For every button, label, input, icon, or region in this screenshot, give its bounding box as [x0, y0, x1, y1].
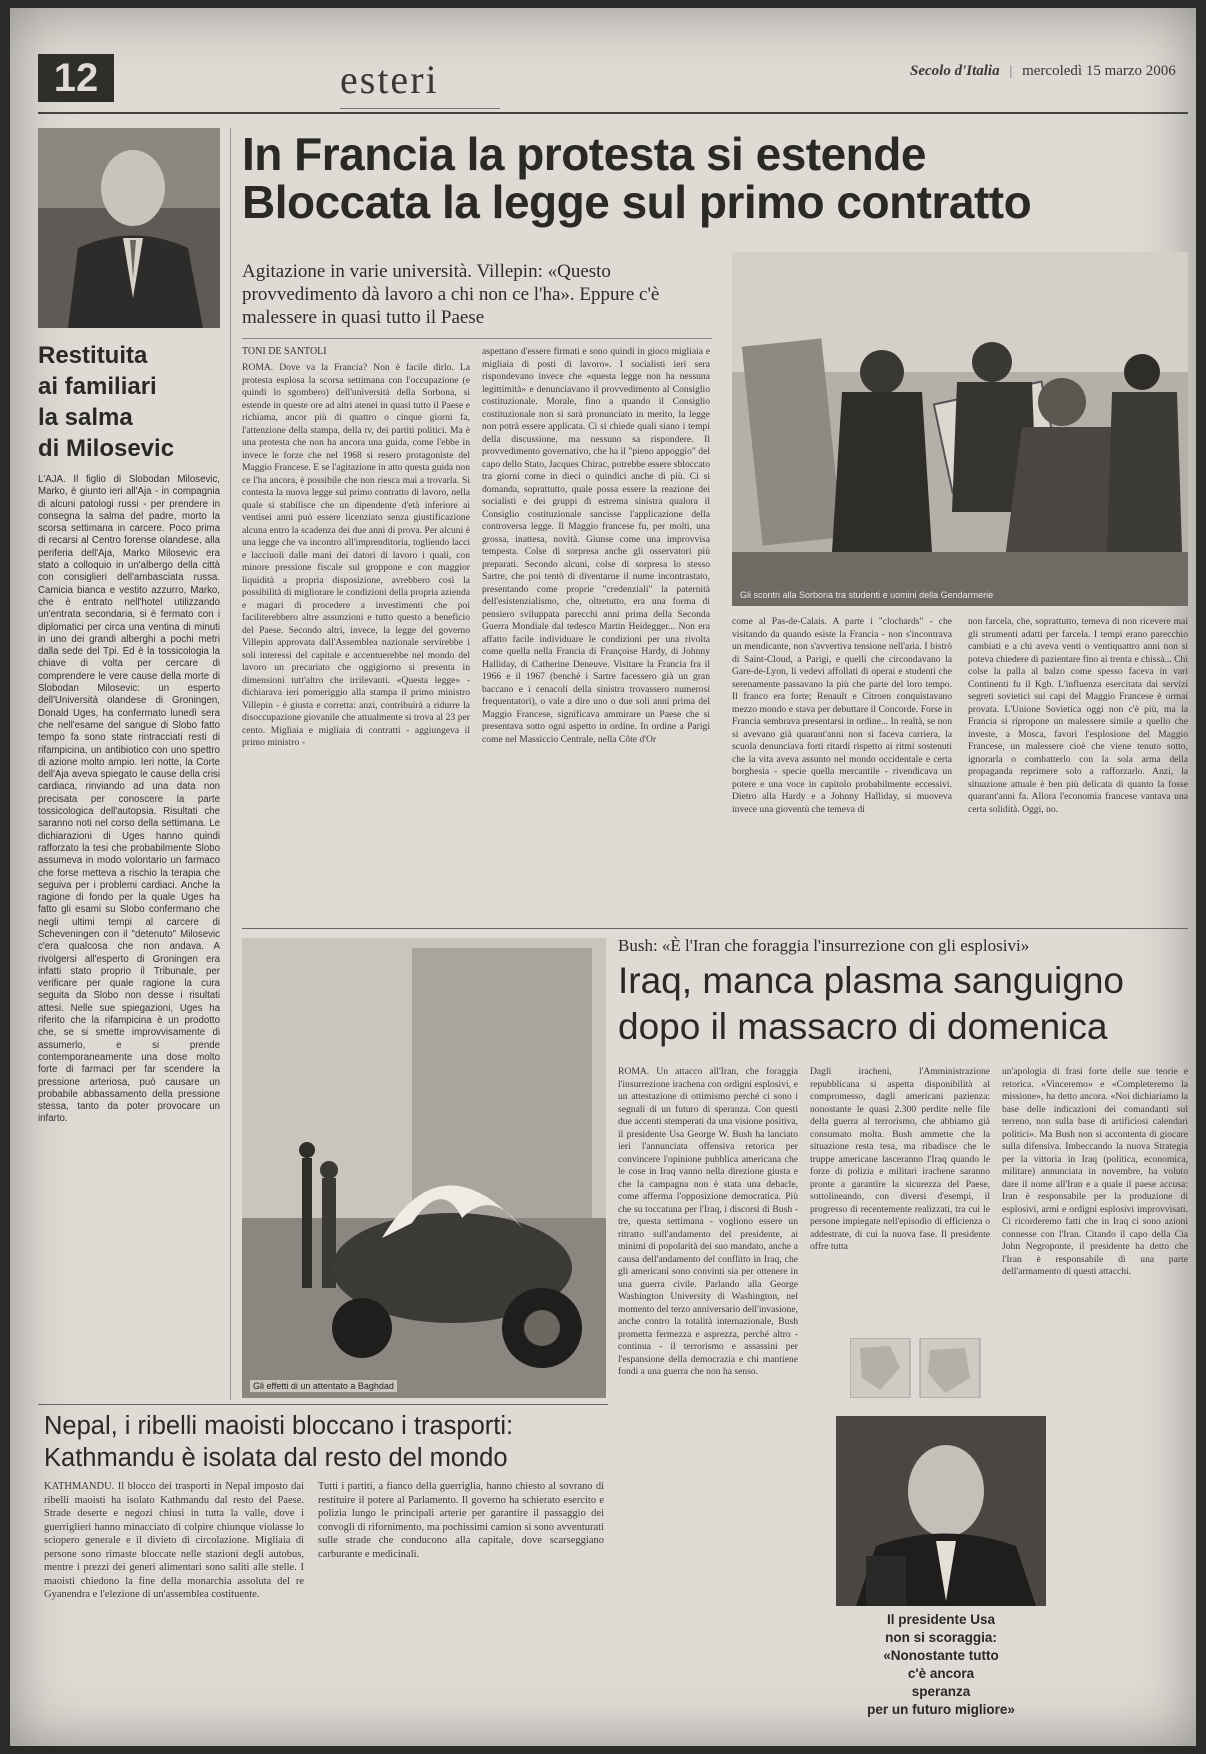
milosevic-headline-line: di Milosevic	[38, 435, 175, 462]
newspaper-name: Secolo d'Italia	[910, 63, 1000, 79]
bush-caption-line: «Nonostante tutto	[883, 1648, 999, 1663]
iraq-kicker: Bush: «È l'Iran che foraggia l'insurrezione con gli esplosivi»	[618, 936, 1030, 955]
baghdad-photo-caption: Gli effetti di un attentato a Baghdad	[250, 1380, 397, 1392]
subhead-rule	[242, 338, 712, 339]
iraq-headline	[618, 958, 1188, 1050]
milosevic-photo	[38, 128, 220, 328]
nepal-top-rule	[38, 1404, 608, 1405]
france-column-2: aspettano d'essere firmati e sono quindi in gioco migliaia e migliaia di posti di lavoro». I socialisti ieri sera rispondevano invece che «questa legge non ha nessuna legittimità» e denunciavano il provvedimento al Consiglio costituzionale. Morale, fino a quando il Consiglio costituzionale non si sarà pronunciato in merito, la legge non potrà essere applicata. Ci si chiede quali siano i tempi della discussione, ma nessuno sa rispondere. Il provvedimento governativo, che ha il "pieno appoggio" del capo dello Stato, Jacques Chirac, potrebbe essere sbloccato tra giorni come in dieci o quindici anche di più. Ci si domanda, soprattutto, quale possa essere la reazione dei socialisti e dei gruppi di estrema sinistra qualora il Consiglio costituzionale sancisse l'applicazione della controversa legge. Il Maggio francese fu, per molti, una grossa, inattesa, novità. Giunse come una improvvisa tempesta. Colse di sorpresa anche gli osservatori più preparati. Secondo alcuni, colse di sorpresa lo stesso Sartre, che poi tentò di diventarne il nume incontrastato, presentando come proprie "credenziali" la paternità dell'esistenzialismo, che, oltretutto, era una forma di pensiero sviluppata parecchi anni prima della Seconda Guerra Mondiale dal tedesco Martin Heidegger... Non era affatto facile individuare le condizioni per una rivolta come quella nella Francia di Françoise Hardy, di Johnny Halliday, di Catherine Deneuve. Visitare la Francia fra il 1966 e il 1967 (benché i Sartre facessero già un gran baccano e i cenacoli della sinistra trovassero numerosi frequentatori), o vale a dire uno o due soli anni prima del Maggio Francese, significava ammirare un Paese che si presentava sotto ogni aspetto in ordine. In ordine a Parigi come nel Massiccio Centrale, nella Côte d'Or	[482, 346, 710, 745]
milosevic-headline-line: la salma	[38, 404, 133, 431]
bush-caption-line: Il presidente Usa	[886, 1612, 996, 1627]
iraq-column-3: un'apologia di frasi forte delle sue teorie e retorica. «Vinceremo» e «Completeremo la missione», ha detto ancora. «Noi dichiariamo la base delle indicazioni dei comandanti sul terreno, non sulla base di artificiosi calendari politici». Ma Bush non si accontenta di giocare sulla difensiva. Imbeccando la nuova Strategia per la vittoria in Iraq (politica, economica, militare) annunciata in novembre, ha voluto dare il nome all'Iran e a quale il paese accusa: Iran è responsabile per la produzione di esplosivi, armi e ordigni esplosivi improvvisati. Ci ricorderemo fatti che in Iraq ci sono azioni connesse con l'Iran. Citando il capo della Cia John Negroponte, il presidente ha detto che l'Iran è responsabile di una parte dell'armamento di questi attacchi.	[1002, 1066, 1188, 1277]
bush-caption-line: c'è ancora	[907, 1666, 975, 1681]
column-divider	[230, 128, 231, 1400]
france-headline	[242, 130, 1192, 227]
section-underline	[340, 108, 500, 109]
france-column-3: come al Pas-de-Calais. A parte i "clochards" - che visitando da quando esiste la Francia - non s'incontrava un mendicante, non s'avvertiva tensione nell'aria. I bistrò di Saint-Cloud, a Parigi, e quelli che circondavano la Gare-de-Lyon, li vedevi affollati di operai e studenti che serenamente passavano la più che parte del loro tempo. Il franco era forte; Renault e Citroen conquistavano mezzo mondo e stava per debuttare il Concorde. Forse in Francia sembrava presentarsi in ordine... In realtà, se non si avevano già quarant'anni non si faceva carriera, la scuola denunciava forti ritardi rispetto ai ritmi sostenuti che la vita aveva assunto nel mondo occidentale e certa borghesia - specie quella mercantile - rivendicava un potere e una voce in capitolo probabilmente eccessivi. Dietro alla Hardy e a Johnny Halliday, si muoveva invece una gioventù che temeva di	[732, 616, 952, 815]
header-rule	[38, 112, 1188, 114]
bush-caption-line: non si scoraggia:	[885, 1630, 997, 1645]
bush-portrait-illustration	[836, 1416, 1046, 1606]
bush-caption-line: speranza	[911, 1684, 971, 1699]
section-title: esteri	[340, 57, 439, 102]
milosevic-article-body: L'AJA. Il figlio di Slobodan Milosevic, Marko, è giunto ieri all'Aja - in compagnia di alcuni patologi russi - per prendere in consegna la salma del padre, morto la scorsa settimana in carcere. Poco prima di recarsi al Centro forense olandese, alla periferia dell'Aja, Marko Milosevic era stato a colloquio in un'albergo della città con consiglieri dell'ambasciata russa. Camicia bianca e vestito azzurro, Marko, che è entrato nell'hotel utilizzando un'entrata secondaria, si è fermato con i diplomatici per circa una ventina di minuti in uno dei grandi alberghi a pochi metri dalla sede del Tpi. Ed è la tossicologia la chiave di volta per cercare di comprendere le vere cause della morte di Slobodan Milosevic: un esperto dell'Università olandese di Groningen, Donald Uges, ha confermato lunedì sera che nell'esame del sangue di Slobo fatto tempo fa sono state rintracciati resti di rifampicina, un antibiotico con uno spettro di azione molto ampio. Ieri notte, la Corte dell'Aja aveva spiegato le cause della crisi cardiaca, rinviando ad una data non precisata per conoscere la parte tossicologica dell'autopsia. Risultati che saranno noti nel corso della settimana. Le dichiarazioni di Uges hanno quindi rafforzato la tesi che probabilmente Slobo assumeva in modo volontario un farmaco che forse metteva a rischio la terapia che seguiva per i problemi cardiaci. Anche la ragione di fondo per la quale Uges ha fatto gli esami su Slobo confermano che negli ultimi tempi al carcere di Scheveningen con il "detenuto" Milosevic c'era qualcosa che non andava. A rivolgersi all'esperto di Groningen era infatti stato proprio il Tribunale, per verificare per quale ragione la cura seguita da Slobo non desse i risultati attesi. Nelle sue spiegazioni, Uges ha riferito che la rifampicina è un prodotto che, se si smette improvvisamente di assumerlo, e si prende contemporaneamente una dose molto forte di farmaci per far scendere la pressione arteriosa, può causare un probabile abbassamento della pressione stessa, tanto da poter provocare un infarto.	[38, 474, 220, 1125]
nepal-headline	[44, 1410, 614, 1474]
bush-photo	[836, 1416, 1046, 1606]
france-headline-line: Bloccata la legge sul primo contratto	[242, 176, 1032, 229]
iraq-map-graphic	[850, 1338, 990, 1398]
sorbona-photo	[732, 252, 1188, 606]
milosevic-headline-line: Restituita	[38, 342, 148, 369]
page-number: 12	[38, 54, 114, 102]
france-bottom-rule	[242, 928, 1188, 929]
newspaper-page	[10, 8, 1196, 1746]
car-bomb-illustration	[242, 938, 606, 1398]
sorbona-photo-caption: Gli scontri alla Sorbona tra studenti e uomini della Gendarmerie	[740, 590, 994, 600]
iraq-column-2: Dagli iracheni, l'Amministrazione repubblicana si aspetta disponibilità al compromesso, dagli americani pazienza: nonostante le quasi 2.300 perdite nelle file della guerra al terrorismo, che abbiamo già consumato molta. Bush ammette che la situazione resta tesa, ma ribadisce che le truppe americane lasceranno l'Iraq quando le forze di polizia e militari irachene saranno pronte a garantire la sicurezza del Paese, sottolineando, con diversi d'esempi, il progresso di recentemente realizzati, tra cui le persone impiegate nell'episodio di efficienza o addestrate, di cui la nuova fase. Il presidente offre tutta	[810, 1066, 990, 1252]
portrait-illustration	[38, 128, 220, 328]
riot-scene-illustration	[732, 252, 1188, 606]
france-column-1: ROMA. Dove va la Francia? Non è facile dirlo. La protesta esplosa la scorsa settimana con l'occupazione (e quindi lo sgombero) dell'università della Sorbona, si estende in queste ore ad altri atenei in quasi tutto il Paese e richiama, ancor più di quattro o cinque giorni fa, l'attenzione della stampa, della tv, dei partiti politici. Ma è una protesta che non ha ancora una guida, come l'ebbe in invece le forze che nel 1968 si resero protagoniste del Maggio Francese. E se l'agitazione in atto questa guida non ce l'ha ancora, è possibile che non riesca mai a trovarla. Si contesta la nuova legge sul primo contratto di lavoro, nella quale si stabilisce che un dipendente d'età inferiore ai ventisei anni può essere licenziato senza giustificazione alcuna entro la scadenza dei due anni di prova. Per alcuni è una legge che va incontro all'imprenditoria, togliendo lacci e lacciuoli dalle mani dei datori di lavoro i quali, con minore pressione fiscale sul groppone e con maggior liquidità a propria disposizione, avrebbero così la possibilità di migliorare le condizioni della propria azienda e magari di procedere a investimenti che poi faciliterebbero altre assunzioni e tutto questo a beneficio del Paese. Secondo altri, invece, la legge del governo Villepin approvata dall'Assemblea nazionale servirebbe i soli interessi del capitale e accentuerebbe nel mondo del lavoro un precariato che oggigiorno si presenta in dimensioni tutt'altro che irrilevanti. «Questa legge» - dichiarava ieri pomeriggio alla stampa il primo ministro Villepin - è giusta e corretta: anzi, contribuirà a ridurre la disoccupazione giovanile che attualmente si trova al 23 per cento. Migliaia e migliaia di contratti - aggiungeva il primo ministro -	[242, 362, 470, 748]
map-icon	[850, 1338, 990, 1398]
nepal-headline-line: Kathmandu è isolata dal resto del mondo	[44, 1444, 508, 1472]
bush-photo-caption	[836, 1611, 1046, 1719]
france-subhead: Agitazione in varie università. Villepin: «Questo provvedimento dà lavoro a chi non ce l'ha». Eppure c'è malessere in quasi tutto il Paese	[242, 261, 660, 328]
issue-date: mercoledì 15 marzo 2006	[1022, 63, 1176, 79]
milosevic-headline-line: ai familiari	[38, 373, 157, 400]
masthead: Secolo d'Italia | mercoledì 15 marzo 2006	[910, 63, 1176, 79]
france-column-4: non farcela, che, soprattutto, temeva di non ricevere mai gli strumenti adatti per farcela. I tempi erano parecchio cambiati e a chi aveva venti o ventiquattro anni non si poteva chiedere di pazientare fino ai trenta e chissà... Chi colse la palla al balzo come spesso faceva in vari Continenti fu il Kgb. L'influenza esercitata dai servizi segreti sovietici sui capi del Maggio Francese è ormai provata. L'Unione Sovietica oggi non c'è più, ma la Francia si ripropone un malessere simile a quello che investe, a Mosca, favorì l'esplosione del Maggio Francese, un malessere cioè che viene tenuto sotto, ignorarla o combatterlo con la sola arma della propaganda reprimere solo a rafforzarlo. Anzi, la situazione attuale è ben più delicata di quanto la fosse quarant'anni fa. Allora l'economia francese vantava una certa solidità. Oggi, no.	[968, 616, 1188, 815]
milosevic-headline	[38, 340, 220, 464]
nepal-column-1: KATHMANDU. Il blocco dei trasporti in Nepal imposto dai ribelli maoisti ha isolato Kathmandu dal resto del Paese. Strade deserte e negozi chiusi in tutta la valle, dove i guerriglieri hanno minacciato di colpire chiunque violasse lo sciopero generale e il divieto di circolazione. Migliaia di persone sono rimaste bloccate nelle stazioni degli autobus, mentre i prezzi dei generi alimentari sono saliti alle stelle. I maoisti chiedono la fine della monarchia assoluta del re Gyanendra e l'elezione di un'assemblea costituente.	[44, 1481, 304, 1600]
iraq-column-1: ROMA. Un attacco all'Iran, che foraggia l'insurrezione irachena con ordigni esplosivi, e un attestazione di ottimismo perché ci sono i segnali di un futuro di speranza. Con questi due accenti stemperati da una visione positiva, il presidente Usa George W. Bush ha lanciato ieri l'annunciata offensiva retorica per convincere l'opinione pubblica americana che le cose in Iraq vanno nella direzione giusta e che la campagna non è stata una debacle, come afferma l'opposizione democratica. Più che su toccatuna per l'Iraq, i discorsi di Bush - tre, questa settimana - vogliono essere un ritratto sull'andamento del presidente, ai minimi di popolarità dei suo mandato, anche a causa dell'andamento del conflitto in Iraq, che gli americani sono convinti sia per ottenere in una guerra civile. Parlando alla George Washington University di Washington, nel momento del terzo anniversario dell'invasione, anche contro la totalità internazionale, Bush prometta fermezza e asprezza, perché altro - continua - il terrorismo e assassini per l'espansione della democrazia e chi mantiene fondi a una guerra che non ha senso.	[618, 1066, 798, 1377]
bush-caption-line: per un futuro migliore»	[867, 1702, 1015, 1717]
iraq-headline-line: dopo il massacro di domenica	[618, 1006, 1108, 1047]
france-headline-line: In Francia la protesta si estende	[242, 128, 926, 180]
baghdad-photo	[242, 938, 606, 1398]
france-byline: TONI DE SANTOLI	[242, 346, 327, 357]
nepal-headline-line: Nepal, i ribelli maoisti bloccano i trasporti:	[44, 1412, 514, 1440]
nepal-column-2: Tutti i partiti, a fianco della guerriglia, hanno chiesto al sovrano di restituire il potere al Parlamento. Il governo ha schierato esercito e polizia lungo le principali arterie per garantire il passaggio dei convogli di rifornimento, ma pochissimi camion si sono avventurati sulle strade che conducono alla capitale, dove scarseggiano carburante e medicinali.	[318, 1481, 604, 1560]
iraq-headline-line: Iraq, manca plasma sanguigno	[618, 960, 1124, 1001]
